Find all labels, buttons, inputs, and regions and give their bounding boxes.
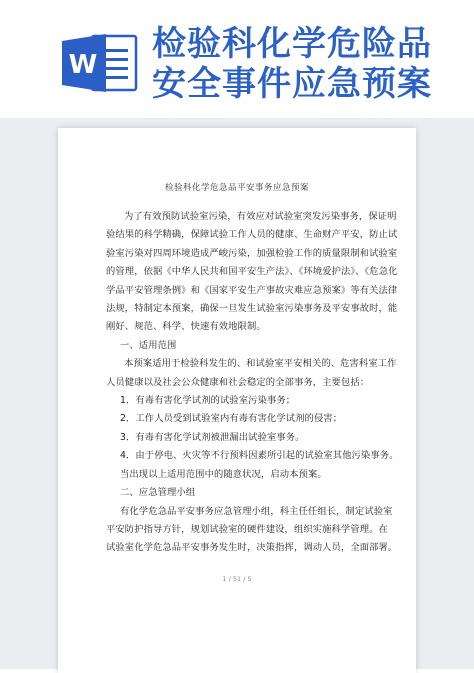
document-page[interactable] bbox=[58, 128, 416, 673]
paragraph-line: 试验室化学危急品平安事务发生时，决策指挥，调动人员，全面部署。 bbox=[106, 542, 398, 554]
list-item: 4．由于停电、火灾等不行预料因素所引起的试验室其他污染事务。 bbox=[120, 450, 399, 462]
paragraph-line: 为了有效预防试验室污染，有效应对试验室突发污染事务，保证明 bbox=[124, 211, 397, 222]
paragraph-line: 人员健康以及社会公众健康和社会稳定的全部事务，主要包括： bbox=[106, 376, 370, 388]
paragraph-line: 学品平安管理条例》和《国家平安生产事故灾难应急预案》等有关法律 bbox=[106, 284, 398, 296]
paragraph-line: 验室污染对四周环境造成严峻污染，加强检验工作的质量限制和试验室 bbox=[106, 247, 398, 259]
section-heading: 一、适用范围 bbox=[120, 339, 177, 351]
page-indicator: 1 / 51 / 5 bbox=[222, 575, 252, 583]
banner-title bbox=[152, 24, 470, 104]
document-body bbox=[106, 208, 399, 558]
list-item: 3．有毒有害化学试剂被泄漏出试验室事务。 bbox=[120, 431, 305, 443]
banner-title-line-2: 安全事件应急预案 bbox=[152, 64, 432, 104]
paragraph-line: 当出现以上适用范围中的随意状况，启动本预案。 bbox=[120, 468, 327, 480]
paragraph-line: 法规，特制定本预案，确保一旦发生试验室污染事务及平安事故时，能 bbox=[106, 303, 398, 315]
paragraph-line: 刚好、规范、科学、快速有效地限制。 bbox=[106, 321, 266, 333]
paragraph-line: 验结果的科学精确，保障试验工作人员的健康、生命财产平安，防止试 bbox=[106, 229, 398, 241]
section-heading: 二、应急管理小组 bbox=[120, 487, 196, 499]
paragraph-line: 有化学危急品平安事务应急管理小组，科主任任组长，制定试验室 bbox=[120, 505, 393, 517]
banner-title-line-1: 检验科化学危险品 bbox=[152, 24, 432, 64]
banner bbox=[0, 0, 474, 118]
word-letter: W bbox=[68, 50, 98, 80]
paragraph-line: 的管理，依据《中华人民共和国平安生产法》、《环境爱护法》、《危急化 bbox=[106, 266, 398, 278]
list-item: 2．工作人员受到试验室内有毒有害化学试剂的侵害； bbox=[120, 413, 343, 425]
paragraph-line: 平安防护指导方针，规划试验室的硬件建设，组织实施科学管理。在 bbox=[106, 523, 388, 535]
list-item: 1．有毒有害化学试剂的试验室污染事务； bbox=[120, 395, 296, 407]
word-doc-icon bbox=[62, 32, 140, 94]
document-title: 检验科化学危急品平安事务应急预案 bbox=[164, 183, 309, 193]
paragraph-line: 本预案适用于检验科发生的、和试验室平安相关的、危害科室工作 bbox=[124, 358, 397, 370]
